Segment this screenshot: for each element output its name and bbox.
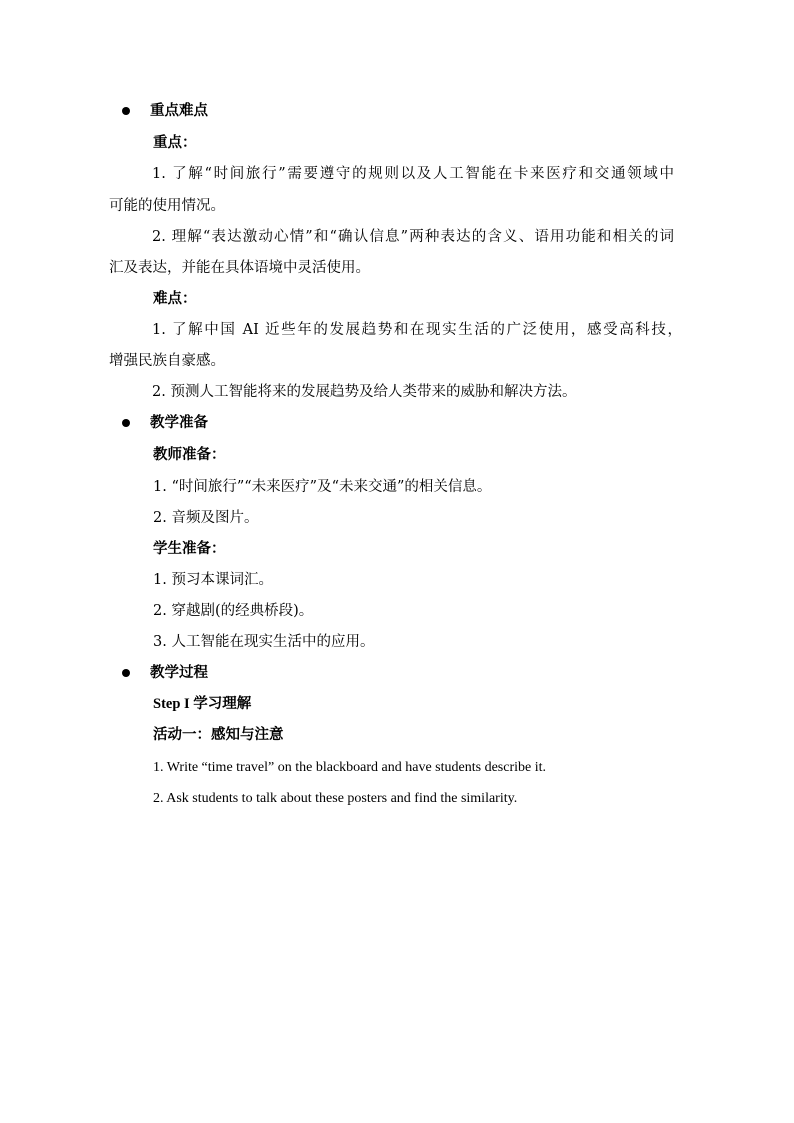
subheading-teacher-preparation: 教师准备： [153,446,226,463]
bullet-icon [122,107,130,115]
section-heading-preparation: 教学准备 [150,414,208,431]
difficulty-item-2: 2. 预测人工智能将来的发展趋势及给人类带来的威胁和解决方法。 [152,384,577,400]
student-prep-item-1: 1. 预习本课词汇。 [153,572,273,588]
section-heading-key-points: 重点难点 [150,102,208,119]
focus-item-1-line-2: 可能的使用情况。 [109,198,225,214]
student-prep-item-2: 2. 穿越剧(的经典桥段)。 [153,603,314,619]
teacher-prep-item-2: 2. 音频及图片。 [153,510,259,526]
bullet-icon [122,419,130,427]
difficulty-item-1-line-2: 增强民族自豪感。 [109,353,225,369]
focus-item-2-line-2: 汇及表达，并能在具体语境中灵活使用。 [109,260,370,276]
subheading-student-preparation: 学生准备： [153,540,226,557]
activity-title: 活动一：感知与注意 [153,726,284,743]
student-prep-item-3: 3. 人工智能在现实生活中的应用。 [153,634,375,650]
subheading-difficulties: 难点： [153,290,197,307]
activity-item-1: 1. Write “time travel” on the blackboard and have students describe it. [153,760,546,775]
subheading-focus: 重点： [153,134,197,151]
teacher-prep-item-1: 1. “时间旅行”“未来医疗”及“未来交通”的相关信息。 [153,479,492,495]
difficulty-item-1-line-1: 1. 了解中国 AI 近些年的发展趋势和在现实生活的广泛使用，感受高科技， [152,322,682,338]
activity-item-2: 2. Ask students to talk about these posters and find the similarity. [153,791,518,806]
bullet-icon [122,669,130,677]
section-heading-process: 教学过程 [150,664,208,681]
focus-item-1-line-1: 1. 了解“时间旅行”需要遵守的规则以及人工智能在卡来医疗和交通领域中 [152,166,674,182]
step-title: Step I 学习理解 [153,696,252,712]
focus-item-2-line-1: 2. 理解“表达激动心情”和“确认信息”两种表达的含义、语用功能和相关的词 [152,229,674,245]
